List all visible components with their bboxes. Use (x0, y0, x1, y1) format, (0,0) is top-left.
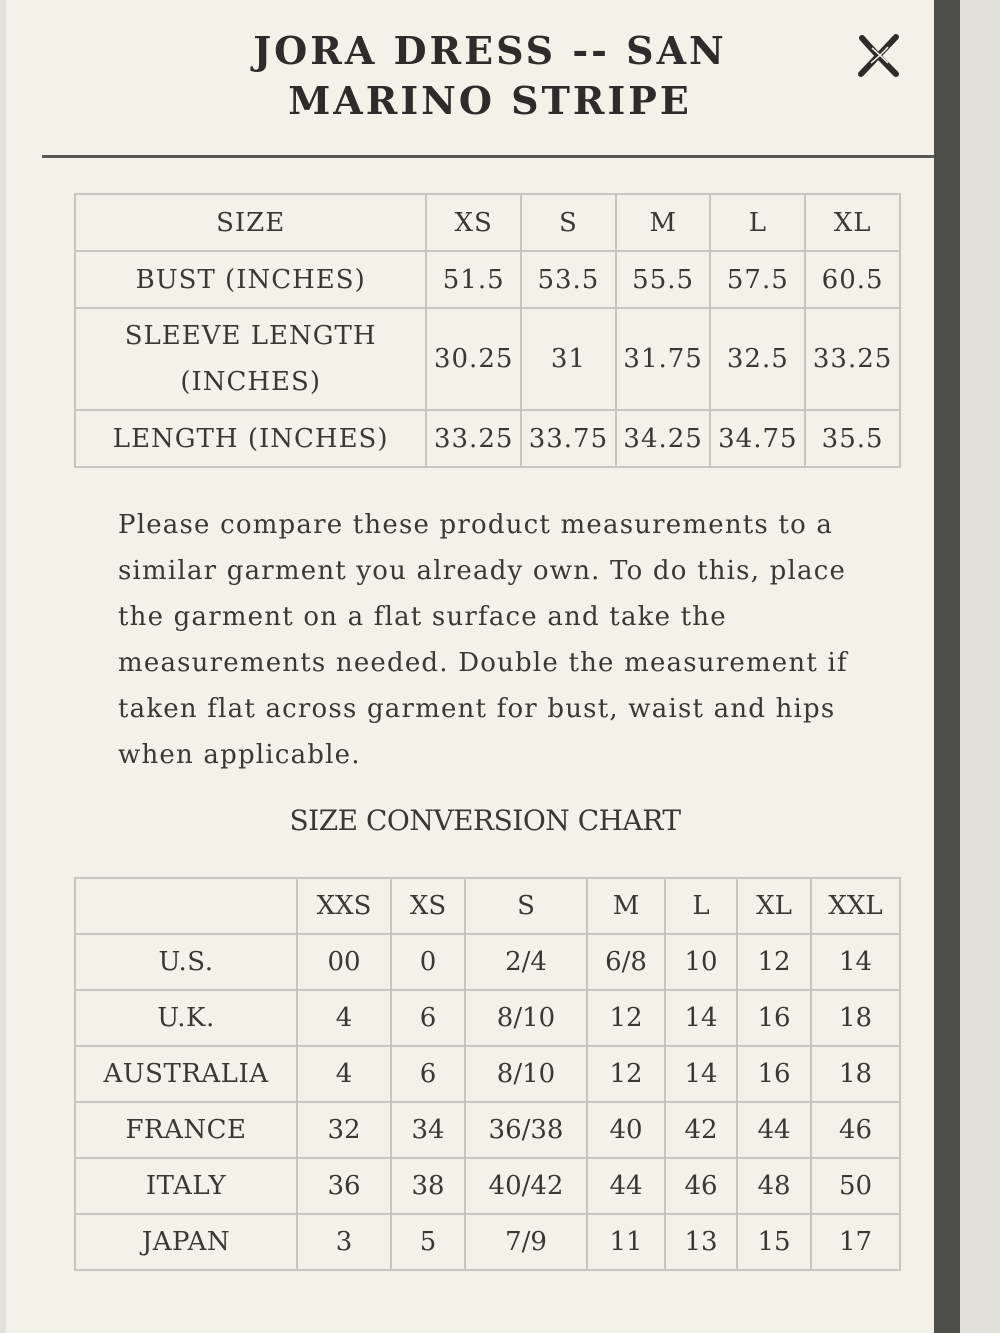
table-cell: 12 (587, 990, 665, 1046)
table-cell: 57.5 (710, 251, 805, 308)
table-cell: 3 (297, 1214, 391, 1270)
table-cell: 33.25 (805, 308, 900, 410)
header-divider (42, 155, 934, 158)
row-label: ITALY (75, 1158, 297, 1214)
table-cell: 0 (391, 934, 465, 990)
table-cell: 7/9 (465, 1214, 587, 1270)
table-cell: 46 (665, 1158, 737, 1214)
table-cell: 10 (665, 934, 737, 990)
column-header: M (587, 878, 665, 934)
table-cell: 4 (297, 1046, 391, 1102)
table-cell: 33.25 (426, 410, 521, 467)
table-cell: 00 (297, 934, 391, 990)
table-cell: 14 (665, 990, 737, 1046)
background-right-strip (960, 0, 1000, 1333)
table-cell: 44 (587, 1158, 665, 1214)
row-label: U.K. (75, 990, 297, 1046)
table-cell: 44 (737, 1102, 811, 1158)
table-cell: 6 (391, 990, 465, 1046)
table-cell: 11 (587, 1214, 665, 1270)
table-cell: 34.75 (710, 410, 805, 467)
table-cell: 34.25 (616, 410, 711, 467)
row-label: LENGTH (INCHES) (75, 410, 426, 467)
measurement-instructions: Please compare these product measurements to a similar garment you already own. To do this, place the garment on a flat surface and take the measurements needed. Double the measurement if taken flat across garment for bust, waist and hips when applicable. (118, 510, 848, 770)
column-header: L (665, 878, 737, 934)
table-cell: 53.5 (521, 251, 616, 308)
column-header: XS (391, 878, 465, 934)
table-cell: 2/4 (465, 934, 587, 990)
table-cell: 32 (297, 1102, 391, 1158)
table-cell: 48 (737, 1158, 811, 1214)
table-row (75, 1102, 900, 1158)
conversion-header-row (75, 878, 900, 934)
table-cell: 14 (665, 1046, 737, 1102)
column-header: XS (426, 194, 521, 251)
table-cell: 50 (811, 1158, 900, 1214)
table-cell: 4 (297, 990, 391, 1046)
column-header: S (521, 194, 616, 251)
table-cell: 12 (587, 1046, 665, 1102)
table-cell: 6/8 (587, 934, 665, 990)
table-row (75, 308, 900, 410)
table-cell: 8/10 (465, 990, 587, 1046)
table-cell: 42 (665, 1102, 737, 1158)
measurements-header-row (75, 194, 900, 251)
column-header: M (616, 194, 711, 251)
row-label: JAPAN (75, 1214, 297, 1270)
table-cell: 38 (391, 1158, 465, 1214)
table-cell: 31 (521, 308, 616, 410)
table-cell: 16 (737, 990, 811, 1046)
table-cell: 13 (665, 1214, 737, 1270)
table-row (75, 990, 900, 1046)
table-cell: 36 (297, 1158, 391, 1214)
column-header: S (465, 878, 587, 934)
table-cell: 40 (587, 1102, 665, 1158)
table-row (75, 251, 900, 308)
column-header (75, 878, 297, 934)
table-cell: 5 (391, 1214, 465, 1270)
table-row (75, 1214, 900, 1270)
row-label: FRANCE (75, 1102, 297, 1158)
table-cell: 34 (391, 1102, 465, 1158)
modal-right-border (934, 0, 960, 1333)
table-cell: 6 (391, 1046, 465, 1102)
column-header: XL (805, 194, 900, 251)
table-cell: 46 (811, 1102, 900, 1158)
row-label: AUSTRALIA (75, 1046, 297, 1102)
column-header: L (710, 194, 805, 251)
close-x-icon (852, 30, 908, 80)
modal-title: JORA DRESS -- SAN MARINO STRIPE (253, 28, 727, 123)
table-row (75, 934, 900, 990)
table-cell: 14 (811, 934, 900, 990)
table-cell: 17 (811, 1214, 900, 1270)
table-cell: 8/10 (465, 1046, 587, 1102)
column-header: XXL (811, 878, 900, 934)
column-header: SIZE (75, 194, 426, 251)
row-label: BUST (INCHES) (75, 251, 426, 308)
table-row (75, 1046, 900, 1102)
table-cell: 12 (737, 934, 811, 990)
table-cell: 60.5 (805, 251, 900, 308)
table-cell: 33.75 (521, 410, 616, 467)
table-cell: 15 (737, 1214, 811, 1270)
row-label: U.S. (75, 934, 297, 990)
size-conversion-table (74, 877, 901, 1271)
table-cell: 36/38 (465, 1102, 587, 1158)
table-cell: 55.5 (616, 251, 711, 308)
row-label: SLEEVE LENGTH (INCHES) (75, 308, 426, 410)
table-row (75, 1158, 900, 1214)
table-cell: 31.75 (616, 308, 711, 410)
table-cell: 32.5 (710, 308, 805, 410)
table-cell: 16 (737, 1046, 811, 1102)
table-cell: 35.5 (805, 410, 900, 467)
column-header: XL (737, 878, 811, 934)
table-cell: 40/42 (465, 1158, 587, 1214)
conversion-chart-title: SIZE CONVERSION CHART (289, 804, 681, 837)
table-cell: 51.5 (426, 251, 521, 308)
close-button[interactable] (852, 30, 908, 80)
table-cell: 18 (811, 1046, 900, 1102)
table-row (75, 410, 900, 467)
measurements-table (74, 193, 901, 468)
table-cell: 30.25 (426, 308, 521, 410)
column-header: XXS (297, 878, 391, 934)
table-cell: 18 (811, 990, 900, 1046)
